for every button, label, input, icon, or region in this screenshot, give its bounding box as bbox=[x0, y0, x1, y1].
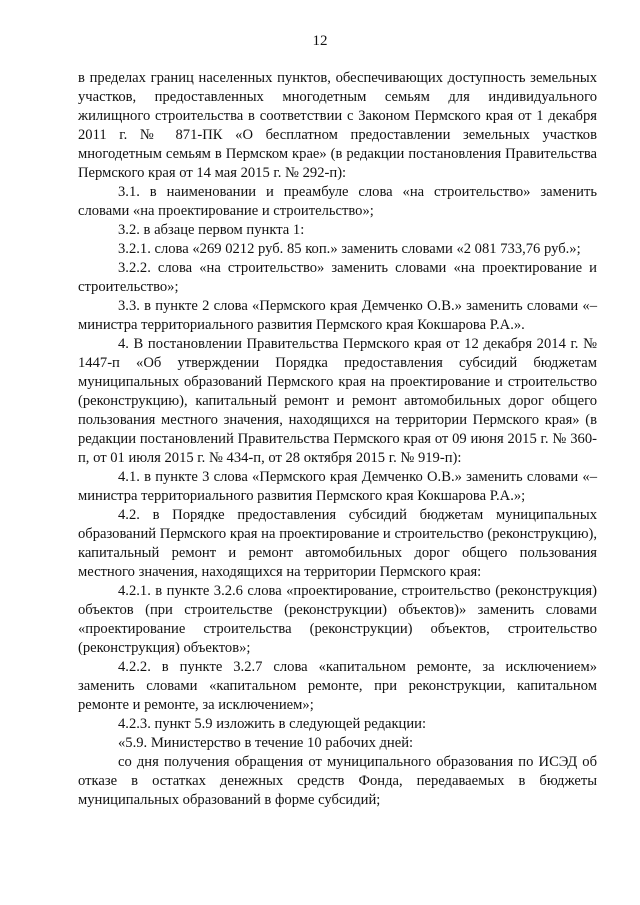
paragraph-4-2-2: 4.2.2. в пункте 3.2.7 слова «капитальном ремонте, за исключением» заменить словами «капитальном ремонте, при реконструкции, капитальном ремонте и ремонте, за исключением»; bbox=[78, 659, 597, 713]
paragraph-4-2-3: 4.2.3. пункт 5.9 изложить в следующей редакции: bbox=[118, 716, 427, 732]
paragraph-3-1: 3.1. в наименовании и преамбуле слова «на строительство» заменить словами «на проектирование и строительство»; bbox=[78, 184, 597, 219]
paragraph-intro: в пределах границ населенных пунктов, обеспечивающих доступность земельных участков, предоставленных многодетным семьям для индивидуального жилищного строительства в соответствии с Законом Пермского края от 1 декабря 2011 г. № 871-ПК «О бесплатном предоставлении земельных участков многодетным семьям в Пермском крае» (в редакции постановления Правительства Пермского края от 14 мая 2015 г. № 292-п): bbox=[78, 70, 597, 181]
paragraph-3-3: 3.3. в пункте 2 слова «Пермского края Демченко О.В.» заменить словами «– министра территориального развития Пермского края Кокшарова Р.А.». bbox=[78, 298, 597, 333]
paragraph-3-2: 3.2. в абзаце первом пункта 1: bbox=[118, 222, 305, 238]
paragraph-5-9: «5.9. Министерство в течение 10 рабочих дней: bbox=[118, 735, 414, 751]
paragraph-3-2-1: 3.2.1. слова «269 0212 руб. 85 коп.» заменить словами «2 081 733,76 руб.»; bbox=[118, 241, 581, 257]
paragraph-4-1: 4.1. в пункте 3 слова «Пермского края Демченко О.В.» заменить словами «– министра территориального развития Пермского края Кокшарова Р.А.»; bbox=[78, 469, 597, 504]
document-body bbox=[78, 69, 597, 810]
paragraph-3-2-2: 3.2.2. слова «на строительство» заменить словами «на проектирование и строительство»; bbox=[78, 260, 597, 295]
paragraph-5-9-item: со дня получения обращения от муниципального образования по ИСЭД об отказе в остатках денежных средств Фонда, передаваемых в бюджеты муниципальных образований в форме субсидий; bbox=[78, 754, 597, 808]
paragraph-4-2-1: 4.2.1. в пункте 3.2.6 слова «проектирование, строительство (реконструкция) объектов (при строительстве (реконструкции) объектов)» заменить словами «проектирование строительства (реконструкции) объектов, строительство (реконструкция) объектов»; bbox=[78, 583, 597, 656]
page-number: 12 bbox=[312, 33, 328, 49]
paragraph-4: 4. В постановлении Правительства Пермского края от 12 декабря 2014 г. № 1447-п «Об утверждении Порядка предоставления субсидий бюджетам муниципальных образований Пермского края на проектирование и строительство (реконструкцию), капитальный ремонт и ремонт автомобильных дорог общего пользования местного значения, находящихся на территории Пермского края» (в редакции постановлений Правительства Пермского края от 09 июня 2015 г. № 360-п, от 01 июля 2015 г. № 434-п, от 28 октября 2015 г. № 919-п): bbox=[78, 336, 597, 466]
paragraph-4-2: 4.2. в Порядке предоставления субсидий бюджетам муниципальных образований Пермского края на проектирование и строительство (реконструкцию), капитальный ремонт и ремонт автомобильных дорог общего пользования местного значения, находящихся на территории Пермского края: bbox=[78, 507, 597, 580]
